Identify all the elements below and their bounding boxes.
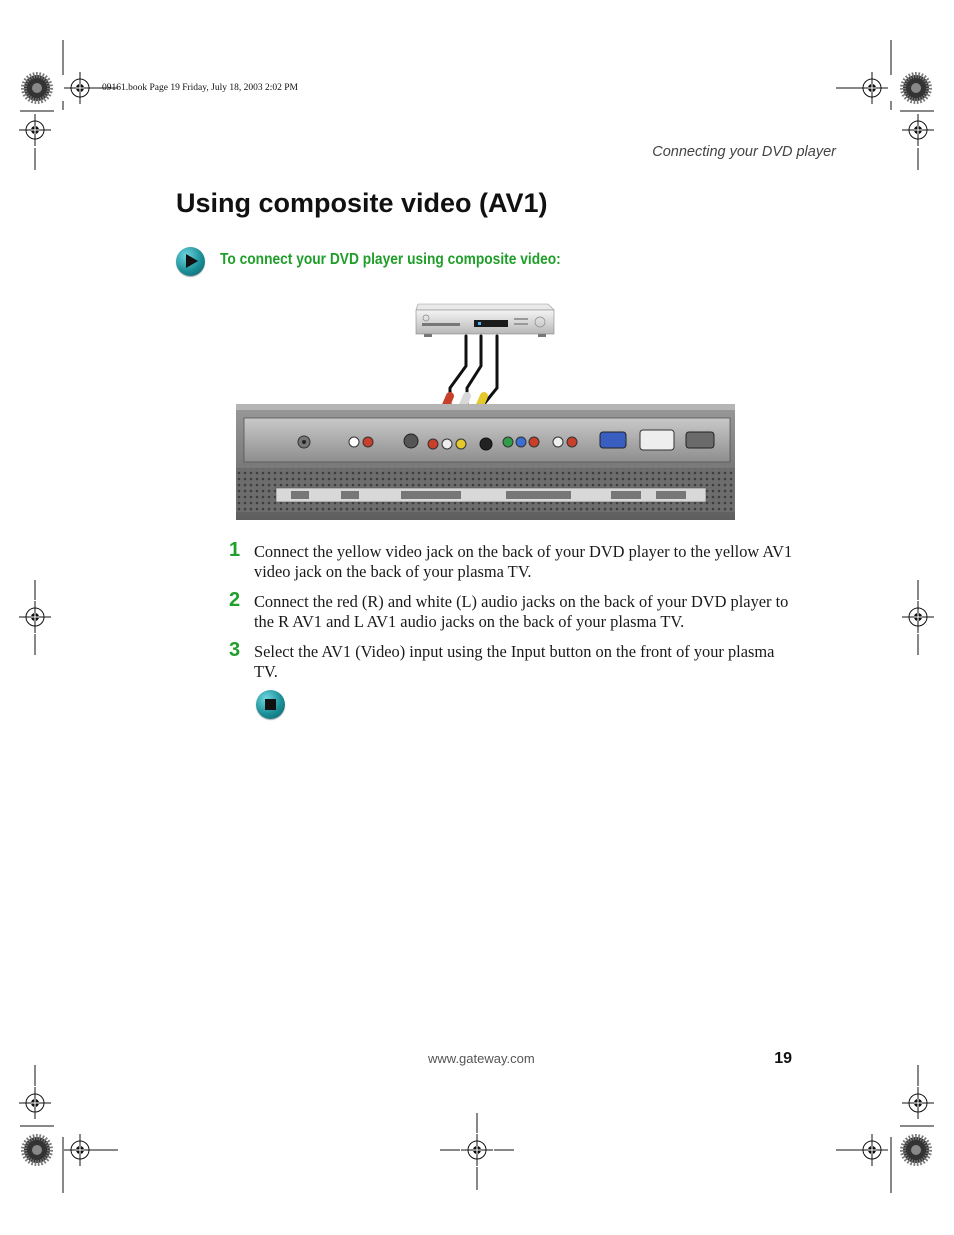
step-number: 2 (229, 589, 241, 611)
step-text: Connect the yellow video jack on the back of your DVD player to the yellow AV1 video jack on the back of your plasma TV. (254, 542, 793, 581)
footer-url: www.gateway.com (428, 1051, 535, 1066)
step-number: 3 (229, 639, 241, 661)
print-meta: 09161.book Page 19 Friday, July 18, 2003 2:02 PM (102, 83, 298, 93)
page-title: Using composite video (AV1) (176, 188, 548, 218)
step-text: Connect the red (R) and white (L) audio jacks on the back of your DVD player to the R AV1 and L AV1 audio jacks on the back of your plasma TV. (254, 592, 789, 631)
dvd-player-icon (416, 304, 554, 337)
step-number: 1 (229, 539, 241, 561)
plasma-tv-rear-panel-icon (236, 404, 735, 520)
procedure-heading: To connect your DVD player using composite video: (220, 251, 561, 268)
dvd-to-plasma-connection-illustration (236, 296, 735, 520)
step-text: Select the AV1 (Video) input using the Input button on the front of your plasma TV. (254, 642, 775, 681)
stop-icon (256, 690, 285, 719)
running-header: Connecting your DVD player (652, 144, 836, 160)
page-number: 19 (774, 1050, 792, 1067)
arrow-right-icon (176, 247, 205, 276)
